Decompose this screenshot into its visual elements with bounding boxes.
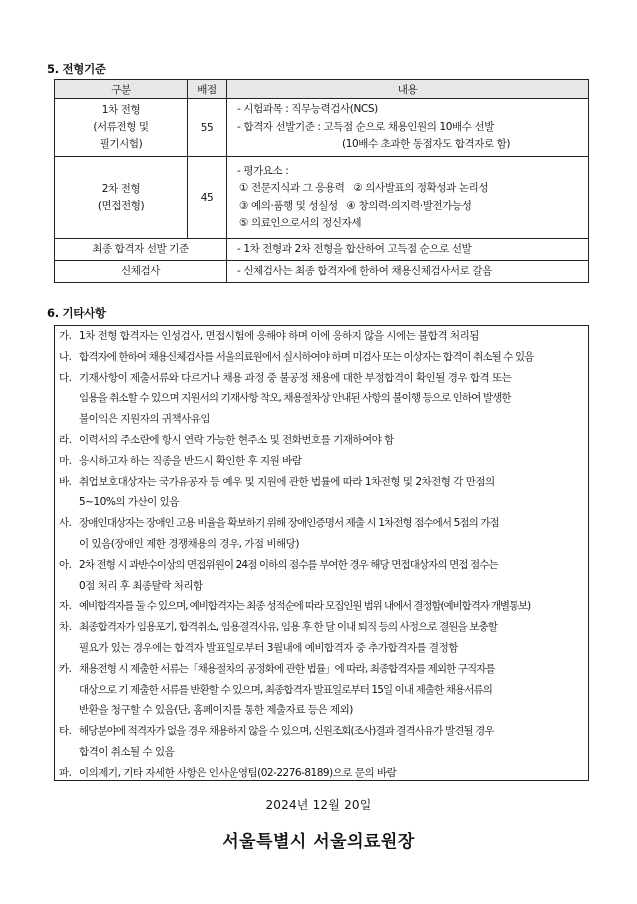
misc-item-line: 해당분야에 적격자가 없을 경우 채용하지 않을 수 있으며, 신원조회(조사)결과 결격사유가 발견될 경우 [79,725,494,738]
stage2-content-line: ③ 예의·품행 및 성실성 ④ 창의력·의지력·발전가능성 [239,199,472,212]
misc-item-line: 이 있음(장애인 제한 경쟁채용의 경우, 가점 비해당) [79,537,299,550]
misc-item-label: 라. [59,433,72,446]
header-content: 내용 [227,80,589,99]
misc-item [59,326,582,347]
misc-item-label: 다. [59,371,72,384]
misc-items-box [54,325,589,781]
criteria-row-final [55,239,589,261]
misc-item-line: 대상으로 기 제출한 서류를 반환할 수 있으며, 최종합격자 발표일로부터 15일 이내 제출한 채용서류의 [79,683,492,696]
misc-item [59,617,582,659]
stage2-content-line: - 평가요소 : [237,164,289,177]
misc-item [59,472,582,514]
criteria-header-row [55,80,589,99]
misc-item [59,596,582,617]
misc-item-label: 나. [59,350,72,363]
misc-item-label: 자. [59,600,72,613]
criteria-row-stage1 [55,99,589,157]
section-6-title: 6. 기타사항 [47,306,106,320]
final-type: 최종 합격자 선발 기준 [55,239,227,261]
misc-item-line: 합격자에 한하여 채용신체검사를 서울의료원에서 실시하여야 하며 미검사 또는 이상자는 합격이 취소될 수 있음 [79,350,534,363]
final-content: - 1차 전형과 2차 전형을 합산하여 고득점 순으로 선발 [227,239,589,261]
misc-item-line: 2차 전형 시 과반수이상의 면접위원이 24점 이하의 점수를 부여한 경우 해당 면접대상자의 면접 점수는 [79,558,498,571]
misc-item-line: 0점 처리 후 최종탈락 처리함 [79,579,203,592]
misc-item-label: 타. [59,725,72,738]
stage1-content-line: (10배수 초과한 동점자도 합격자로 함) [342,138,511,151]
stage1-type-line: 필기시험) [99,138,143,150]
physical-type: 신체검사 [55,261,227,283]
stage1-content-line: - 시험과목 : 직무능력검사(NCS) [237,103,378,116]
stage1-content [227,99,589,157]
misc-item [59,451,582,472]
stage1-type-line: 1차 전형 [101,104,141,116]
issuer-signature: 서울특별시 서울의료원장 [222,832,415,852]
misc-item [59,763,582,784]
stage2-content-line: ⑤ 의료인으로서의 정신자세 [239,217,362,229]
stage2-type [55,157,188,239]
stage2-content [227,157,589,239]
misc-item-line: 이의제기, 기타 자세한 사항은 인사운영팀(02-2276-8189)으로 문의 바람 [79,766,397,779]
stage2-type-line: 2차 전형 [101,182,141,195]
misc-item-line: 반환을 청구할 수 있음(단, 홈페이지를 통한 제출자료 등은 제외) [79,704,353,717]
misc-item-line: 채용전형 시 제출한 서류는「채용절차의 공정화에 관한 법률」에 따라, 최종합격자를 제외한 구직자를 [79,662,495,675]
stage1-type [55,99,188,157]
misc-item-label: 가. [59,330,72,342]
misc-item-line: 응시하고자 하는 직종을 반드시 확인한 후 지원 바람 [79,454,302,467]
physical-content: - 신체검사는 최종 합격자에 한하여 채용신체검사서로 갈음 [227,261,589,283]
misc-item-line: 임용을 취소할 수 있으며 지원서의 기재사항 착오, 채용절차상 안내된 사항의 불이행 등으로 인하여 발생한 [79,392,511,405]
misc-item-label: 사. [59,517,72,530]
criteria-row-stage2 [55,157,589,239]
misc-item-line: 장애인대상자는 장애인 고용 비율을 확보하기 위해 장애인증명서 제출 시 1차전형 점수에서 5점의 가점 [79,517,499,530]
criteria-row-physical [55,261,589,283]
misc-item-label: 차. [59,621,72,634]
stage1-type-line: (서류전형 및 [93,121,149,133]
stage2-content-line: ① 전문지식과 그 응용력 ② 의사발표의 정확성과 논리성 [239,182,489,194]
misc-item-line: 합격이 취소될 수 있음 [79,745,175,758]
misc-item-label: 카. [59,662,72,675]
header-score: 배점 [188,80,227,99]
misc-item [59,721,582,763]
misc-item-line: 5~10%의 가산이 있음 [79,496,179,509]
document-date: 2024년 12월 20일 [265,798,372,812]
misc-item [59,659,582,721]
misc-item-line: 취업보호대상자는 국가유공자 등 예우 및 지원에 관한 법률에 따라 1차전형 및 2차전형 각 만점의 [79,475,495,488]
misc-item-label: 아. [59,558,72,571]
misc-item-line: 최종합격자가 임용포기, 합격취소, 임용결격사유, 임용 후 한 달 이내 퇴직 등의 사정으로 결원을 보충할 [79,621,497,634]
section-5-title: 5. 전형기준 [47,62,106,76]
misc-item-line: 예비합격자를 둘 수 있으며, 예비합격자는 최종 성적순에 따라 모집인원 범위 내에서 결정함(예비합격자 개별통보) [79,600,531,613]
criteria-table [54,79,589,283]
misc-item-line: 필요가 있는 경우에는 합격자 발표일로부터 3월내에 예비합격자 중 추가합격자를 결정함 [79,641,458,654]
misc-item-line: 불이익은 지원자의 귀책사유임 [79,413,211,426]
misc-item-line: 이력서의 주소란에 항시 연락 가능한 현주소 및 전화번호를 기재하여야 함 [79,433,394,446]
misc-item-line: 1차 전형 합격자는 인성검사, 면접시험에 응해야 하며 이에 응하지 않을 시에는 불합격 처리됨 [79,330,479,342]
stage1-score: 55 [188,99,227,157]
misc-item [59,368,582,430]
misc-item-label: 마. [59,454,72,467]
misc-item-line: 기재사항이 제출서류와 다르거나 채용 과정 중 불공정 채용에 대한 부정합격이 확인될 경우 합격 또는 [79,371,512,384]
stage2-type-line: (면접전형) [97,199,145,212]
misc-item-label: 파. [59,766,72,779]
misc-item [59,555,582,597]
misc-item [59,430,582,451]
misc-item [59,347,582,368]
misc-item [59,513,582,555]
header-type: 구분 [55,80,188,99]
stage2-score: 45 [188,157,227,239]
misc-item-label: 바. [59,475,72,488]
stage1-content-line: - 합격자 선발기준 : 고득점 순으로 채용인원의 10배수 선발 [237,120,494,133]
